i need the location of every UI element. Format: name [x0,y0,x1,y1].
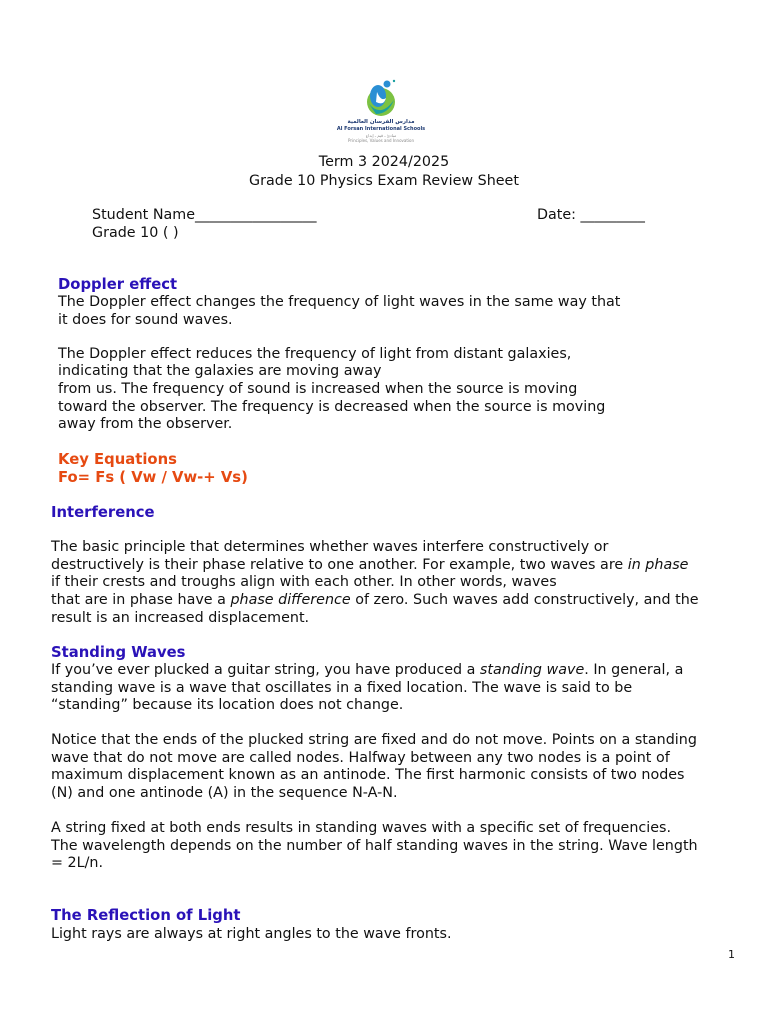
doppler-heading: Doppler effect [58,276,178,293]
logo-arabic-text: مدارس الفرسان العالمية [347,119,415,125]
logo-motto: Principles, Values and Innovation [348,138,414,143]
doppler-formula: Fo= Fs ( Vw / Vw-+ Vs) [58,469,248,486]
doppler-text-line: away from the observer. [58,416,233,432]
page-number: 1 [728,948,735,961]
key-equations-heading: Key Equations [58,451,177,468]
standing-text-line: standing wave is a wave that oscillates in a fixed location. The wave is said to be [51,680,633,696]
grade-field: Grade 10 ( ) [92,225,179,241]
in-phase-term: in phase [627,557,689,573]
standing-text-line: wave that do not move are called nodes. Halfway between any two nodes is a point of [51,750,670,766]
standing-text-line [51,662,683,680]
standing-wave-term: standing wave [479,662,585,678]
doppler-text-line: indicating that the galaxies are moving away [58,363,382,379]
logo-school-name: Al Forsan International Schools [336,126,426,132]
doppler-text-line: The Doppler effect reduces the frequency of light from distant galaxies, [58,346,572,362]
al-forsan-logo-icon [362,78,400,120]
standing-text-line: maximum displacement known as an antinode. The first harmonic consists of two nodes [51,767,685,783]
standing-text-span: . In general, a [584,662,684,678]
doppler-text-line: it does for sound waves. [58,312,233,328]
student-name-field: Student Name_________________ [92,207,317,223]
interference-text-span: of zero. Such waves add constructively, and the [350,592,699,608]
school-logo [336,78,426,148]
interference-text-span: destructively is their phase relative to one another. For example, two waves are [51,557,628,573]
doppler-text-line: The Doppler effect changes the frequency of light waves in the same way that [58,294,621,310]
doppler-text-line: toward the observer. The frequency is decreased when the source is moving [58,399,606,415]
standing-text-line: A string fixed at both ends results in standing waves with a specific set of frequencies. [51,820,672,836]
standing-text-line: “standing” because its location does not change. [51,697,404,713]
standing-text-span: If you’ve ever plucked a guitar string, you have produced a [51,662,480,678]
interference-text-line: if their crests and troughs align with each other. In other words, waves [51,574,557,590]
interference-text-line [51,557,688,575]
logo-motto-arabic: مبادئ ـ قيم ـ إبداع [365,133,397,138]
standing-text-line: (N) and one antinode (A) in the sequence N-A-N. [51,785,398,801]
standing-text-line: = 2L/n. [51,855,104,871]
sheet-title: Grade 10 Physics Exam Review Sheet [249,173,519,189]
phase-difference-term: phase difference [230,592,351,608]
interference-text-line: result is an increased displacement. [51,610,310,626]
standing-text-line: Notice that the ends of the plucked string are fixed and do not move. Points on a standing [51,732,697,748]
interference-text-span: that are in phase have a [51,592,231,608]
standing-text-line: The wavelength depends on the number of half standing waves in the string. Wave length [51,838,698,854]
term-label: Term 3 2024/2025 [318,154,450,170]
doppler-text-line: from us. The frequency of sound is increased when the source is moving [58,381,578,397]
reflection-heading: The Reflection of Light [51,907,241,924]
interference-text-line: The basic principle that determines whether waves interfere constructively or [51,539,609,555]
reflection-text-line: Light rays are always at right angles to the wave fronts. [51,926,452,942]
date-field: Date: _________ [537,207,645,223]
interference-heading: Interference [51,504,155,521]
interference-text-line [51,592,699,610]
standing-waves-heading: Standing Waves [51,644,186,661]
